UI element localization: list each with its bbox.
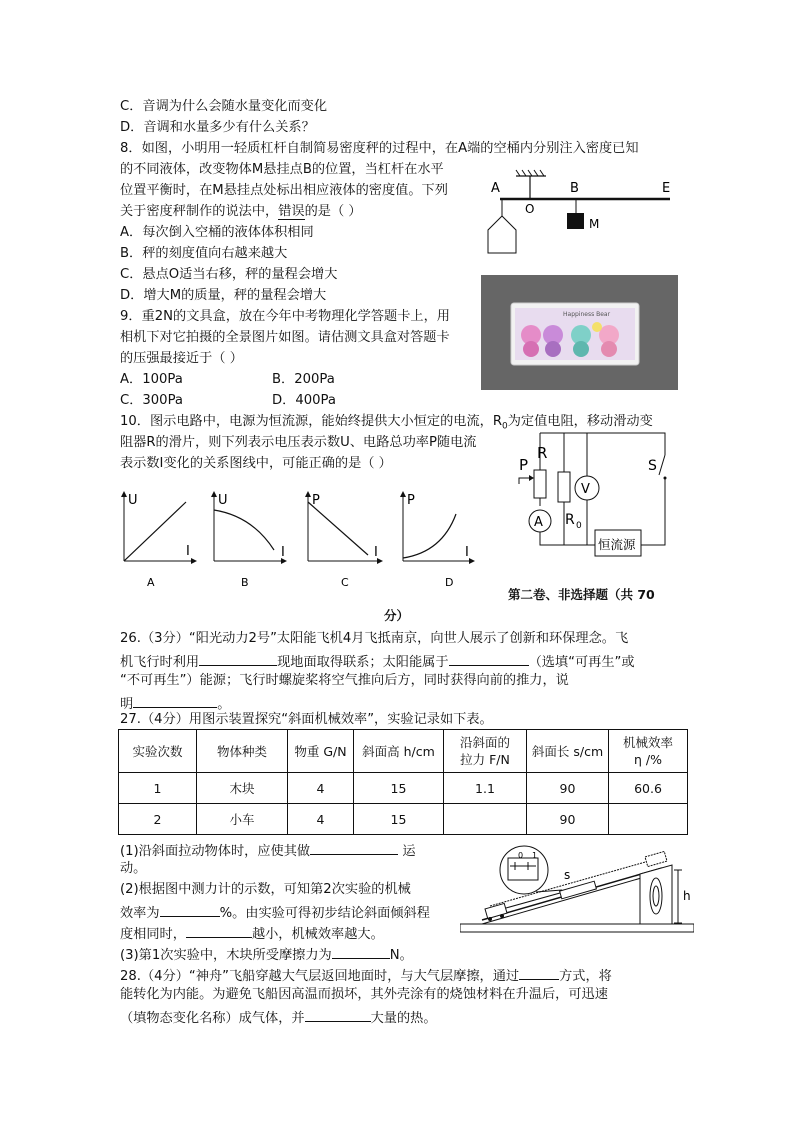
q9-option-b: B．200Pa xyxy=(272,372,335,387)
experiment-table xyxy=(118,729,688,835)
graph-c-y-label: P xyxy=(312,493,320,508)
q28-line-3: （填物态变化名称）成气体，并 大量的热。 xyxy=(120,1007,437,1028)
section-title-tail: 分） xyxy=(384,608,410,623)
source-label: 恒流源 xyxy=(598,537,636,552)
q8-line-4: 关于密度秤制作的说法中，错误的是（ ） xyxy=(120,204,362,219)
q9-line-3: 的压强最接近于（ ） xyxy=(120,351,243,366)
voltmeter-label: V xyxy=(581,482,590,497)
header-cell: 机械效率 η /% xyxy=(609,730,688,773)
answer-blank[interactable] xyxy=(449,651,529,666)
header-cell: 斜面高 h/cm xyxy=(354,730,444,773)
header-cell: 实验次数 xyxy=(119,730,197,773)
answer-blank[interactable] xyxy=(133,693,217,708)
graph-d-y-label: P xyxy=(407,493,415,508)
graph-d xyxy=(403,492,474,589)
q8-line-1: 8．如图，小明用一轻质杠杆自制简易密度秤的过程中，在A端的空桶内分别注入密度已知 xyxy=(120,141,639,156)
q10-line-1: 10．图示电路中，电源为恒流源，能始终提供大小恒定的电流，$R_0$为定值电阻，移动滑动变 xyxy=(120,414,653,432)
circuit-diagram xyxy=(505,428,685,568)
incline-figure xyxy=(460,840,694,936)
graph-b-x-label: I xyxy=(281,545,285,560)
label-r0: R xyxy=(565,512,575,528)
table-row: 2 小车 4 15 90 xyxy=(119,804,688,835)
q27-sub-2-line-2: 效率为 %。由实验可得初步结论斜面倾斜程 xyxy=(120,902,430,923)
q8-line-2: 的不同液体，改变物体M悬挂点B的位置，当杠杆在水平 xyxy=(120,162,444,177)
q26-line-3: “不可再生”）能源；飞行时螺旋桨将空气推向后方，同时获得向前的推力，说 xyxy=(120,673,569,688)
q8-option-a: A．每次倒入空桶的液体体积相同 xyxy=(120,225,314,240)
header-cell: 物重 G/N xyxy=(288,730,354,773)
answer-blank[interactable] xyxy=(519,965,559,980)
q10-graphs xyxy=(112,488,492,596)
graph-c xyxy=(308,492,382,589)
q10-line-3: 表示数I变化的关系图线中，可能正确的是（ ） xyxy=(120,456,392,471)
answer-blank[interactable] xyxy=(199,651,277,666)
height-label: h xyxy=(683,889,691,903)
section-title: 第二卷、非选择题（共 70 xyxy=(508,587,655,602)
q10-line-2: 阻器R的滑片，则下列表示电压表示数U、电路总功率P随电流 xyxy=(120,435,477,450)
graph-d-x-label: I xyxy=(465,545,469,560)
graph-a xyxy=(124,492,196,589)
q27-sub-2-line-3: 度相同时， 越小，机械效率越大。 xyxy=(120,923,384,944)
label-b: B xyxy=(570,181,579,196)
header-cell: 物体种类 xyxy=(197,730,288,773)
answer-blank[interactable] xyxy=(186,923,252,938)
q27-sub-1-tail: 动。 xyxy=(120,861,147,876)
q8-option-d: D．增大M的质量，秤的量程会增大 xyxy=(120,288,327,303)
q8-option-b: B．秤的刻度值向右越来越大 xyxy=(120,246,288,261)
header-cell: 沿斜面的 拉力 F/N xyxy=(444,730,527,773)
table-row: 1 木块 4 15 1.1 90 60.6 xyxy=(119,773,688,804)
graph-d-caption: D xyxy=(445,576,454,589)
q26-line-1: 26.（3分）“阳光动力2号”太阳能飞机4月飞抵南京，向世人展示了创新和环保理念。飞 xyxy=(120,631,629,646)
q9-option-a: A．100Pa xyxy=(120,372,183,387)
answer-blank[interactable] xyxy=(305,1007,371,1022)
header-cell: 斜面长 s/cm xyxy=(527,730,609,773)
q8-option-c: C．悬点O适当右移，秤的量程会增大 xyxy=(120,267,338,282)
pencil-box-photo xyxy=(481,275,678,390)
answer-blank[interactable] xyxy=(332,944,390,959)
q28-line-2: 能转化为内能。为避免飞船因高温而损坏，其外壳涂有的烧蚀材料在升温后，可迅速 xyxy=(120,987,608,1002)
q26-line-4: 明 。 xyxy=(120,693,230,714)
graph-b-y-label: U xyxy=(218,493,228,508)
scale-one: 1 xyxy=(532,851,538,860)
q27-sub-1: (1)沿斜面拉动物体时，应使其做 运 xyxy=(120,840,416,861)
q7-option-c: C．音调为什么会随水量变化而变化 xyxy=(120,99,328,114)
graph-b xyxy=(214,492,286,589)
switch-label: S xyxy=(648,458,657,474)
photo-brand-text: Happiness Bear xyxy=(563,311,611,318)
graph-c-caption: C xyxy=(341,576,349,589)
label-m: M xyxy=(589,217,600,231)
length-label: s xyxy=(564,868,571,882)
q8-line-3: 位置平衡时，在M悬挂点处标出相应液体的密度值。下列 xyxy=(120,183,448,198)
graph-a-x-label: I xyxy=(186,544,190,559)
table-header-row xyxy=(119,730,688,773)
q9-option-d: D．400Pa xyxy=(272,393,336,408)
answer-blank[interactable] xyxy=(160,902,220,917)
q9-line-1: 9．重2N的文具盒，放在今年中考物理化学答题卡上，用 xyxy=(120,309,450,324)
scale-zero: 0 xyxy=(518,851,524,860)
q9-option-c: C．300Pa xyxy=(120,393,184,408)
q26-line-2: 机飞行时利用 现地面取得联系；太阳能属于 （选填“可再生”或 xyxy=(120,651,635,672)
q27-sub-2-line-1: (2)根据图中测力计的示数，可知第2次实验的机械 xyxy=(120,882,411,897)
q28-line-1: 28.（4分）“神舟”飞船穿越大气层返回地面时，与大气层摩擦，通过 方式，将 xyxy=(120,965,612,986)
emphasis-cuowu: 错误 xyxy=(278,204,305,219)
label-r: R xyxy=(537,444,548,462)
ammeter-label: A xyxy=(534,515,543,530)
q27-sub-3: (3)第1次实验中，木块所受摩擦力为 N。 xyxy=(120,944,413,965)
label-r0-sub: 0 xyxy=(576,521,582,531)
graph-c-x-label: I xyxy=(374,545,378,560)
lever-figure xyxy=(478,168,678,258)
q9-line-2: 相机下对它拍摄的全景图片如图。请估测文具盒对答题卡 xyxy=(120,330,450,345)
graph-a-caption: A xyxy=(147,576,155,589)
graph-a-y-label: U xyxy=(128,493,138,508)
q27-line-1: 27.（4分）用图示装置探究“斜面机械效率”，实验记录如下表。 xyxy=(120,712,493,727)
answer-blank[interactable] xyxy=(310,840,398,855)
label-e: E xyxy=(662,181,671,196)
label-o: O xyxy=(525,202,535,216)
label-a: A xyxy=(491,181,500,196)
label-p: P xyxy=(519,456,529,474)
graph-b-caption: B xyxy=(241,576,249,589)
q7-option-d: D．音调和水量多少有什么关系？ xyxy=(120,120,315,135)
